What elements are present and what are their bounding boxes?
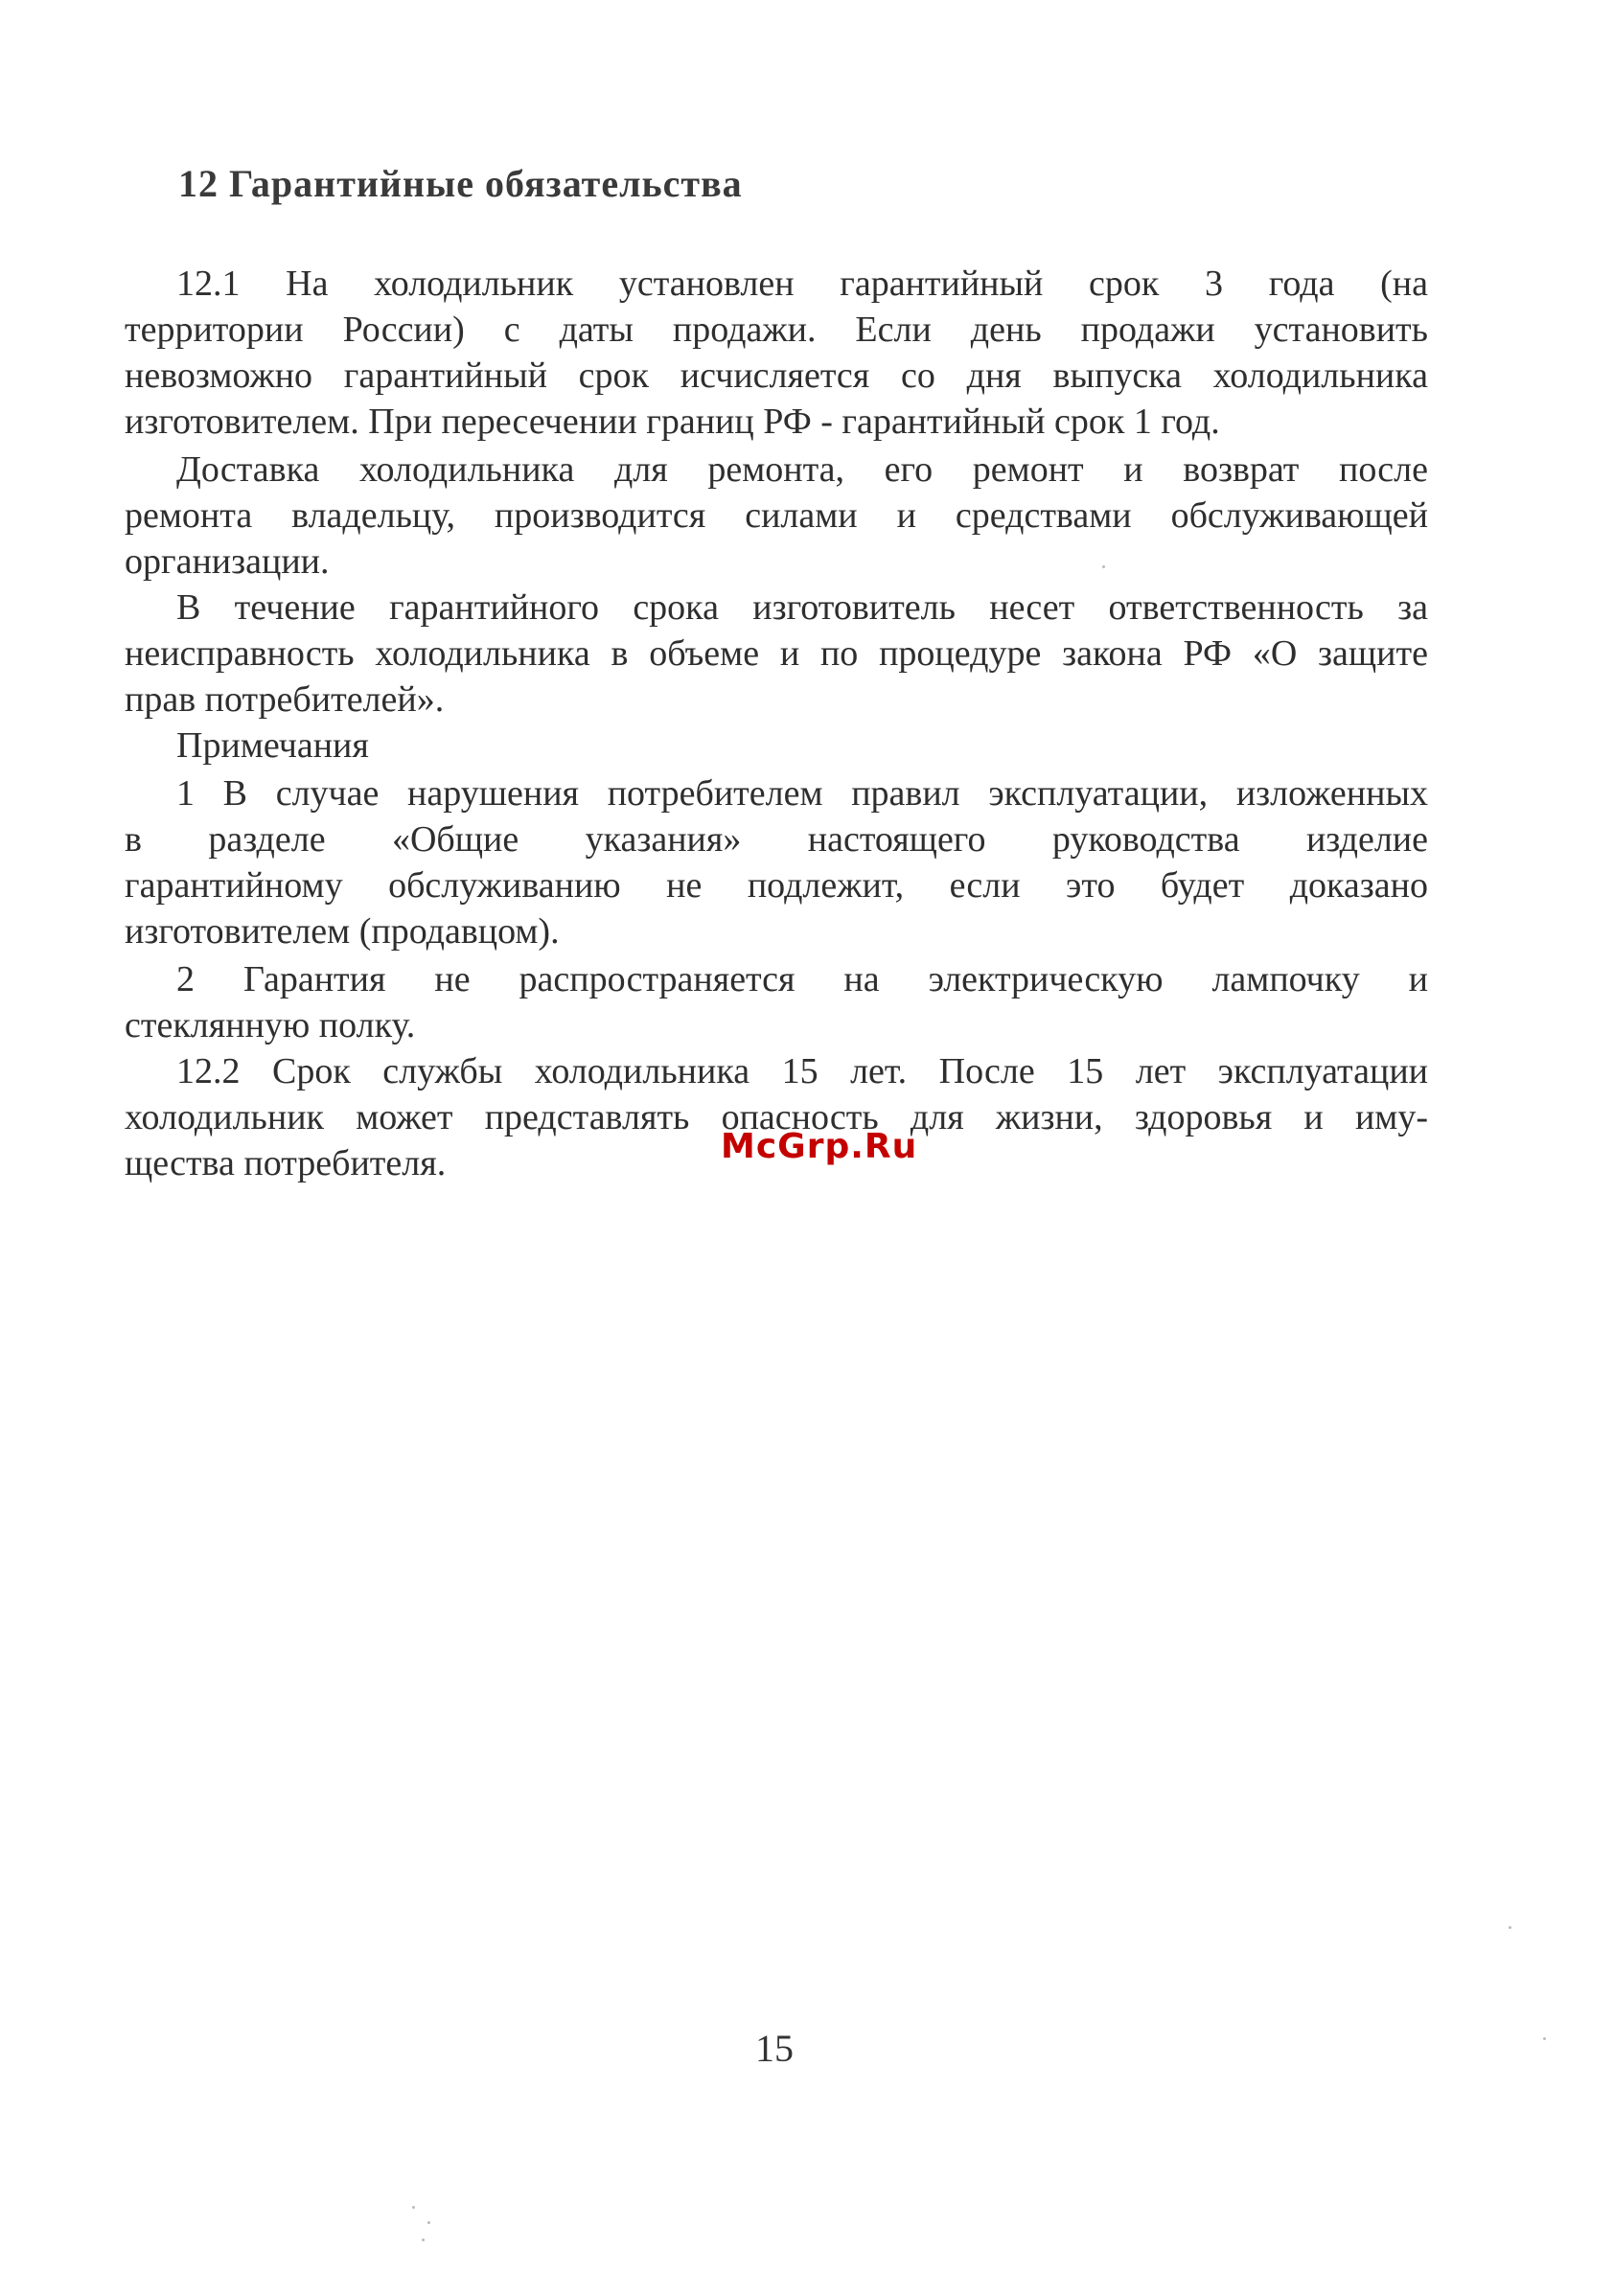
notes-heading: Примечания [176, 725, 369, 766]
scan-speck [1509, 1926, 1511, 1929]
paragraph-line: 1 В случае нарушения потребителем правил эксплуатации, изложенных [176, 773, 1428, 814]
section-heading: 12 Гарантийные обязательства [178, 162, 743, 205]
paragraph-line: изготовителем (продавцом). [125, 911, 560, 952]
paragraph-line: холодильник может представлять опасность для жизни, здоровья и иму- [125, 1097, 1428, 1137]
paragraph-line: 12.2 Срок службы холодильника 15 лет. После 15 лет эксплуатации [176, 1051, 1428, 1091]
paragraph-line: прав потребителей». [125, 679, 445, 720]
scan-speck [1102, 565, 1105, 568]
page-number: 15 [755, 2027, 794, 2070]
paragraph-line: Доставка холодильника для ремонта, его ремонт и возврат после [176, 449, 1428, 490]
paragraph-line: в разделе «Общие указания» настоящего руководства изделие [125, 819, 1428, 860]
paragraph-line: В течение гарантийного срока изготовитель несет ответственность за [176, 587, 1428, 628]
paragraph-line: 12.1 На холодильник установлен гарантийный срок 3 года (на [176, 264, 1428, 304]
paragraph-line: изготовителем. При пересечении границ РФ - гарантийный срок 1 год. [125, 402, 1220, 442]
paragraph-line: ремонта владельцу, производится силами и средствами обслуживающей [125, 495, 1428, 536]
paragraph-line: организации. [125, 541, 330, 582]
paragraph-line: стеклянную полку. [125, 1005, 416, 1045]
scan-speck [422, 2239, 425, 2241]
scan-speck [427, 2221, 430, 2224]
paragraph-line: 2 Гарантия не распространяется на электрическую лампочку и [176, 959, 1428, 999]
paragraph-line: невозможно гарантийный срок исчисляется со дня выпуска холодильника [125, 356, 1428, 396]
paragraph-line: неисправность холодильника в объеме и по процедуре закона РФ «О защите [125, 633, 1428, 674]
paragraph-line: гарантийному обслуживанию не подлежит, если это будет доказано [125, 865, 1428, 906]
paragraph-line: территории России) с даты продажи. Если день продажи установить [125, 310, 1428, 350]
scan-speck [1543, 2037, 1546, 2040]
paragraph-line: щества потребителя. [125, 1143, 447, 1183]
scan-speck [412, 2206, 415, 2209]
watermark: McGrp.Ru [721, 1127, 918, 1166]
